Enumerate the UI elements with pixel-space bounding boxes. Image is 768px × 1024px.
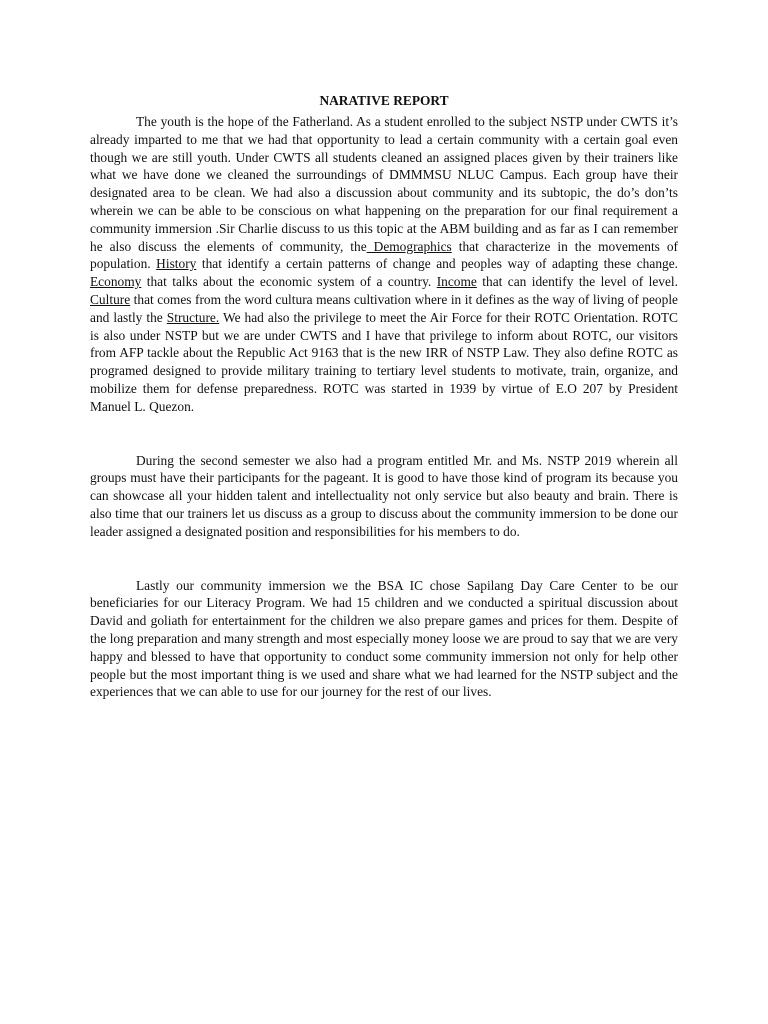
underlined-term-history: History bbox=[156, 256, 197, 272]
paragraph-intro-text-5: that can identify the level of level. bbox=[476, 274, 678, 290]
underlined-term-income: Income bbox=[436, 274, 477, 290]
paragraph-intro-text-7: We had also the privilege to meet the Air Force for their ROTC Orientation. ROTC is also under NSTP but we are under CWTS and I have that privilege to inform about ROTC, our visitors from AFP tackle about the Republic Act 9163 that is the new IRR of NSTP Law. They also define ROTC as programed designed to provide military training to tertiary level students to motivate, train, organize, and mobilize them for defense preparedness. ROTC was started in 1939 by virtue of E.O 207 by President Manuel L. Quezon. bbox=[90, 309, 678, 414]
paragraph-intro bbox=[90, 113, 678, 416]
paragraph-community-immersion: Lastly our community immersion we the BSA IC chose Sapilang Day Care Center to be our beneficiaries for our Literacy Program. We had 15 children and we conducted a spiritual discussion about David and goliath for entertainment for the children we also prepare games and prices for them. Despite of the long preparation and many strength and most especially money loose we are proud to say that we are very happy and blessed to have that opportunity to conduct some community immersion not only for help other people but the most important thing is we used and share what we had learned for the NSTP subject and the experiences that we can able to use for our journey for the rest of our lives. bbox=[90, 577, 678, 700]
paragraph-intro-text-6: that comes from the word cultura means cultivation where in it defines as the way of living of people and lastly the bbox=[90, 291, 678, 325]
paragraph-intro-text-1: The youth is the hope of the Fatherland. As a student enrolled to the subject NSTP under CWTS it’s already imparted to me that we had that opportunity to lead a certain community with a certain goal even though we are still youth. Under CWTS all students cleaned an assigned places given by their trainers like what we have done we cleaned the surroundings of DMMMSU NLUC Campus. Each group have their designated area to be clean. We had also a discussion about community and its subtopic, the do’s don’ts wherein we can be able to be conscious on what happening on the preparation for our final requirement a community immersion .Sir Charlie discuss to us this topic at the ABM building and as far as I can remember he also discuss the elements of community, the bbox=[90, 114, 678, 254]
underlined-term-culture: Culture bbox=[90, 291, 131, 307]
underlined-term-demographics: Demographics bbox=[366, 238, 452, 254]
paragraph-intro-text-2: that characterize in the movements of population. bbox=[90, 238, 679, 272]
underlined-term-economy: Economy bbox=[90, 274, 142, 290]
report-title: NARATIVE REPORT bbox=[319, 93, 449, 108]
paragraph-second-semester: During the second semester we also had a program entitled Mr. and Ms. NSTP 2019 wherein all groups must have their participants for the pageant. It is good to have those kind of program its because you can showcase all your hidden talent and intellectuality not only service but also beauty and brain. There is also time that our trainers let us discuss as a group to discuss about the community immersion to be done our leader assigned a designated position and responsibilities for his members to do. bbox=[90, 452, 678, 539]
underlined-term-structure: Structure. bbox=[166, 309, 220, 325]
paragraph-intro-text-4: that talks about the economic system of a country. bbox=[141, 274, 437, 290]
paragraph-intro-text-3: that identify a certain patterns of change and peoples way of adapting these change. bbox=[196, 256, 678, 272]
document-page bbox=[90, 92, 678, 701]
